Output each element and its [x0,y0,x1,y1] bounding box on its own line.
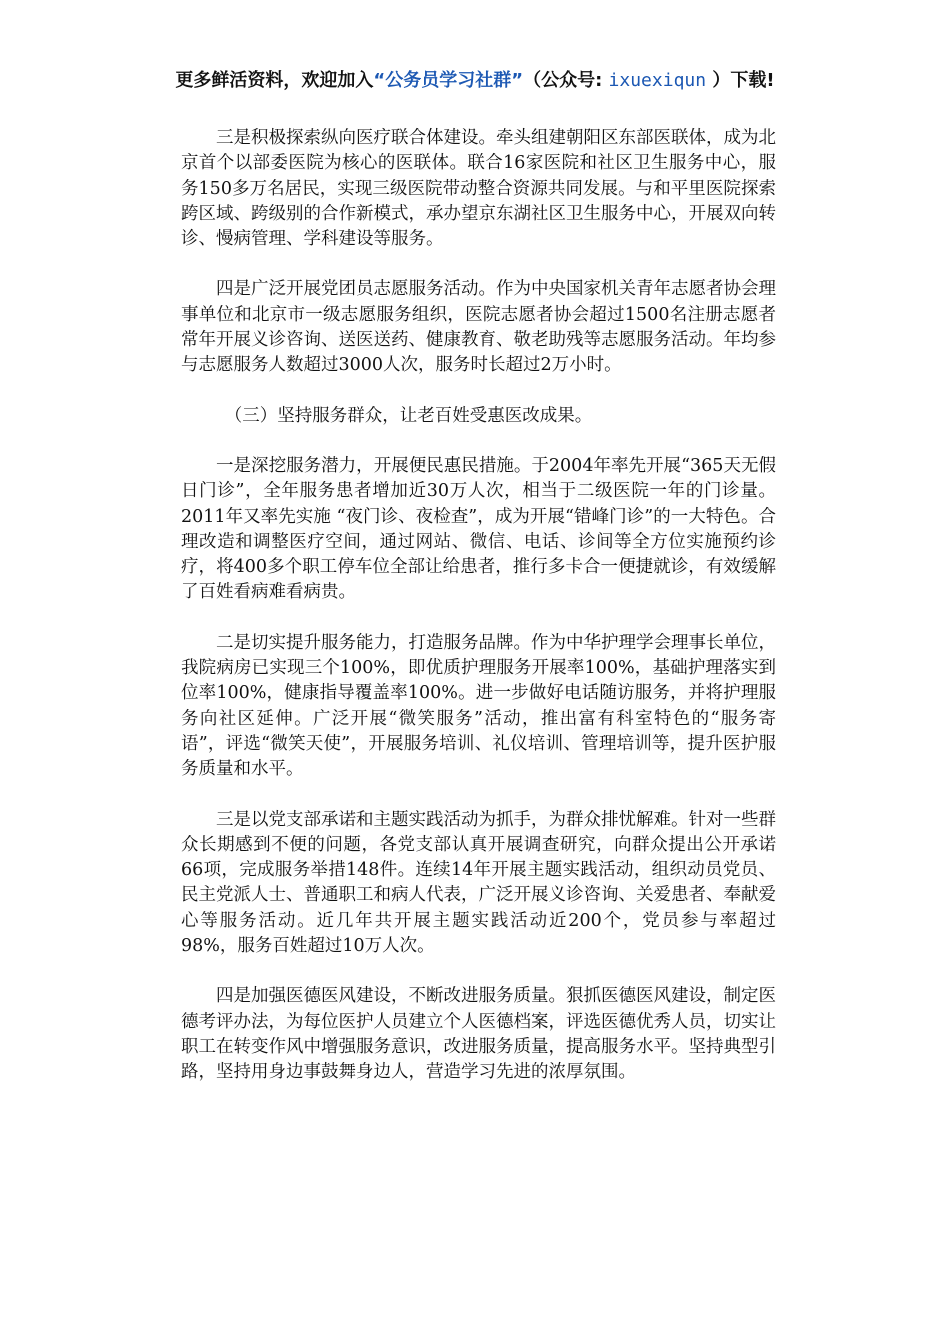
paragraph-volunteer-service: 四是广泛开展党团员志愿服务活动。作为中央国家机关青年志愿者协会理事单位和北京市一级志愿服务组织，医院志愿者协会超过1500名注册志愿者常年开展义诊咨询、送医送药、健康教育、敬老助残等志愿服务活动。年均参与志愿服务人数超过3000人次，服务时长超过2万小时。 [181,279,776,376]
paragraph-medical-ethics: 四是加强医德医风建设，不断改进服务质量。狠抓医德医风建设，制定医德考评办法，为每位医护人员建立个人医德档案，评选医德优秀人员，切实让职工在转变作风中增强服务意识，改进服务质量，提高服务水平。坚持典型引路，坚持用身边事鼓舞身边人，营造学习先进的浓厚氛围。 [181,986,776,1083]
paragraph-party-commitment: 三是以党支部承诺和主题实践活动为抓手，为群众排忧解难。针对一些群众长期感到不便的问题，各党支部认真开展调查研究，向群众提出公开承诺66项，完成服务举措148件。连续14年开展主题实践活动，组织动员党员、民主党派人士、普通职工和病人代表，广泛开展义诊咨询、关爱患者、奉献爱心等服务活动。近几年共开展主题实践活动近200个，党员参与率超过98%，服务百姓超过10万人次。 [181,809,776,957]
section-heading-serve-masses: （三）坚持服务群众，让老百姓受惠医改成果。 [224,405,593,426]
paragraph-medical-alliance: 三是积极探索纵向医疗联合体建设。牵头组建朝阳区东部医联体，成为北京首个以部委医院为核心的医联体。联合16家医院和社区卫生服务中心，服务150多万名居民，实现三级医院带动整合资源共同发展。与和平里医院探索跨区域、跨级别的合作新模式，承办望京东湖社区卫生服务中心，开展双向转诊、慢病管理、学科建设等服务。 [181,128,776,250]
document-body [181,126,776,1111]
promo-prefix: 更多鲜活资料，欢迎加入 [175,70,374,91]
paragraph-convenience-measures: 一是深挖服务潜力，开展便民惠民措施。于2004年率先开展“365天无假日门诊”，全年服务患者增加近30万人次，相当于二级医院一年的门诊量。2011年又率先实施 “夜门诊、夜检查”，成为开展“错峰门诊”的一大特色。合理改造和调整医疗空间，通过网站、微信、电话、诊间等全方位实施预约诊疗，将400多个职工停车位全部让给患者，推行多卡合一便捷就诊，有效缓解了百姓看病难看病贵。 [181,455,776,603]
promo-header [0,66,950,92]
promo-group-name: “公务员学习社群” [373,70,524,91]
promo-suffix: ）下载! [706,70,775,91]
paragraph-service-capacity: 二是切实提升服务能力，打造服务品牌。作为中华护理学会理事长单位，我院病房已实现三个100%，即优质护理服务开展率100%，基础护理落实到位率100%，健康指导覆盖率100%。进一步做好电话随访服务，并将护理服务向社区延伸。广泛开展“微笑服务”活动，推出富有科室特色的“服务寄语”，评选“微笑天使”，开展服务培训、礼仪培训、管理培训等，提升医护服务质量和水平。 [181,632,776,780]
promo-account-label: （公众号: [523,70,609,91]
promo-account-id: ixuexiqun [608,70,707,91]
